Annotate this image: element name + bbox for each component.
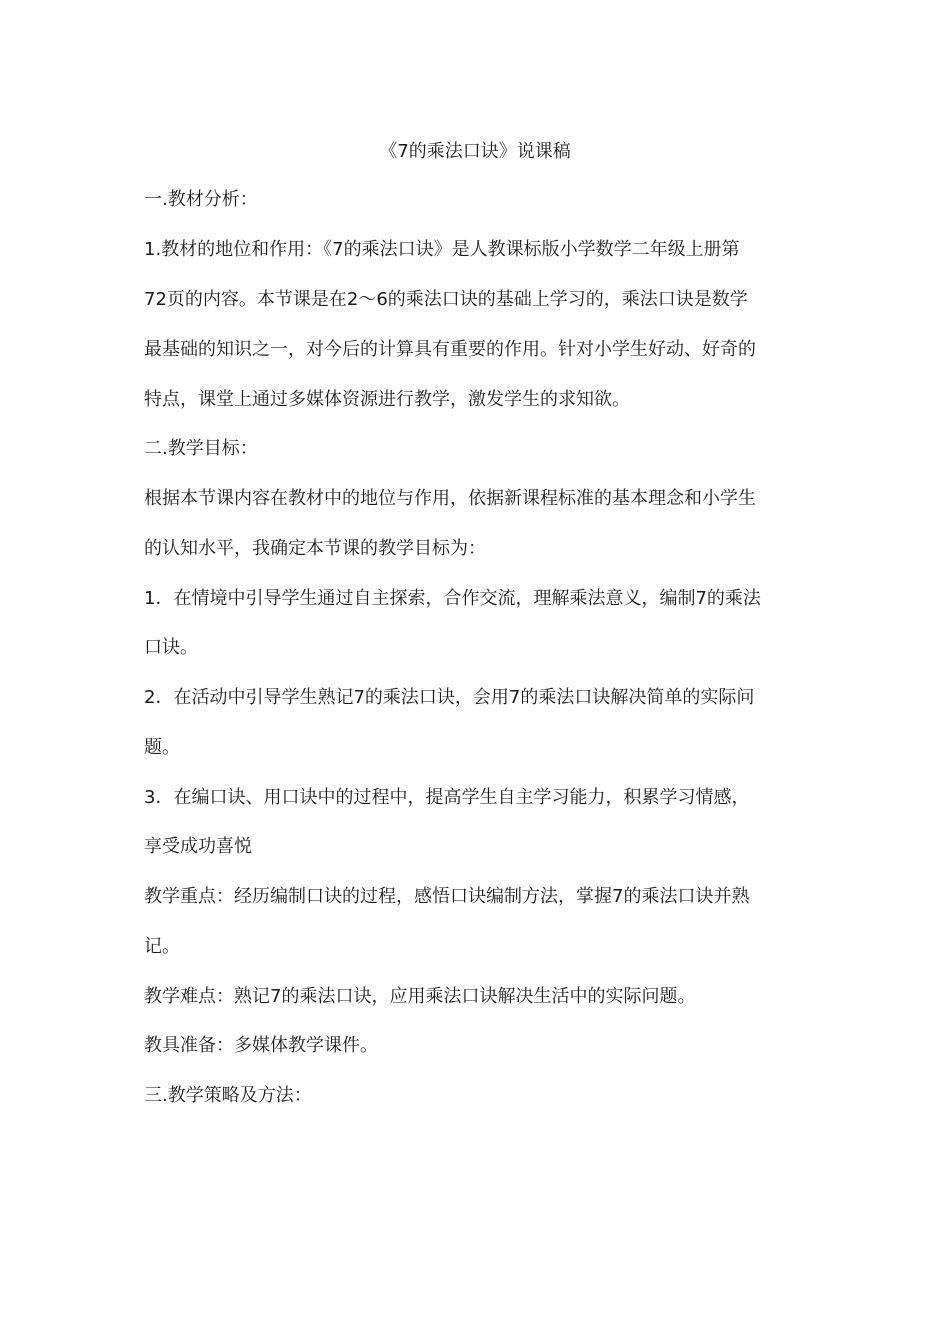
difficult-point: 教学难点：熟记7的乘法口诀，应用乘法口诀解决生活中的实际问题。 xyxy=(144,986,696,1007)
paragraph-line: 1.教材的地位和作用：《7的乘法口诀》是人教课标版小学数学二年级上册第 xyxy=(144,239,740,260)
list-item-goal-2: 2．在活动中引导学生熟记7的乘法口诀，会用7的乘法口诀解决简单的实际问 xyxy=(144,687,755,708)
paragraph-line: 最基础的知识之一，对今后的计算具有重要的作用。针对小学生好动、好奇的 xyxy=(144,339,756,360)
section-heading-strategy: 三.教学策略及方法： xyxy=(144,1085,312,1106)
paragraph-line: 根据本节课内容在教材中的地位与作用，依据新课程标准的基本理念和小学生 xyxy=(144,488,756,509)
paragraph-line: 特点，课堂上通过多媒体资源进行教学，激发学生的求知欲。 xyxy=(144,389,630,410)
list-item-goal-2-cont: 题。 xyxy=(144,737,180,758)
paragraph-line: 72页的内容。本节课是在2～6的乘法口诀的基础上学习的，乘法口诀是数学 xyxy=(144,289,748,310)
paragraph-line: 的认知水平，我确定本节课的教学目标为： xyxy=(144,538,486,559)
key-point-cont: 记。 xyxy=(144,936,180,957)
teaching-aids: 教具准备：多媒体教学课件。 xyxy=(144,1035,378,1056)
section-heading-goals: 二.教学目标： xyxy=(144,438,258,459)
list-item-goal-3-cont: 享受成功喜悦 xyxy=(144,836,252,857)
key-point: 教学重点：经历编制口诀的过程，感悟口诀编制方法，掌握7的乘法口诀并熟 xyxy=(144,886,750,907)
document-title: 《7的乘法口诀》说课稿 xyxy=(379,141,571,162)
list-item-goal-1-cont: 口诀。 xyxy=(144,637,198,658)
list-item-goal-3: 3．在编口诀、用口诀中的过程中，提高学生自主学习能力，积累学习情感， xyxy=(144,787,750,808)
section-heading-materials: 一.教材分析： xyxy=(144,189,258,210)
list-item-goal-1: 1．在情境中引导学生通过自主探索，合作交流，理解乘法意义，编制7的乘法 xyxy=(144,588,761,609)
